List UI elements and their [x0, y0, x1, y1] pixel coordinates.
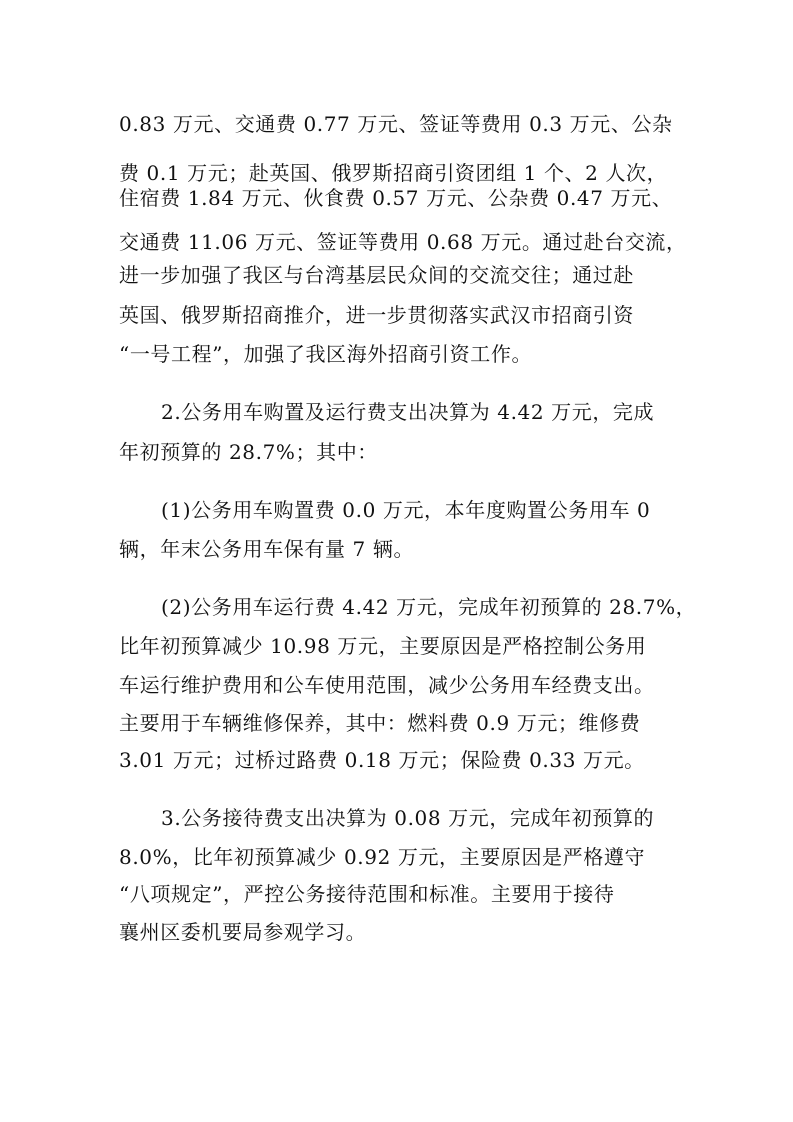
text-line: (2)公务用车运行费 4.42 万元，完成年初预算的 28.7%， [161, 595, 697, 619]
text-line: 主要用于车辆维修保养，其中：燃料费 0.9 万元；维修费 [119, 711, 641, 735]
text-line: 8.0%，比年初预算减少 0.92 万元，主要原因是严格遵守 [119, 845, 646, 869]
text-line: 2.公务用车购置及运行费支出决算为 4.42 万元，完成 [161, 400, 655, 424]
text-line: 英国、俄罗斯招商推介，进一步贯彻落实武汉市招商引资 [119, 303, 634, 327]
text-line: 车运行维护费用和公车使用范围，减少公务用车经费支出。 [119, 673, 655, 697]
text-line: 年初预算的 28.7%；其中： [119, 440, 378, 464]
text-line: 交通费 11.06 万元、签证等费用 0.68 万元。通过赴台交流， [119, 230, 687, 254]
text-line: 住宿费 1.84 万元、伙食费 0.57 万元、公杂费 0.47 万元、 [119, 186, 673, 210]
text-line: (1)公务用车购置费 0.0 万元，本年度购置公务用车 0 [161, 498, 651, 522]
text-line: 比年初预算减少 10.98 万元，主要原因是严格控制公务用 [119, 634, 647, 658]
text-line: “一号工程”，加强了我区海外招商引资工作。 [119, 342, 533, 366]
text-line: 0.83 万元、交通费 0.77 万元、签证等费用 0.3 万元、公杂 [119, 112, 673, 136]
text-line: 辆，年末公务用车保有量 7 辆。 [119, 537, 415, 561]
text-line: “八项规定”，严控公务接待范围和标准。主要用于接待 [119, 882, 615, 906]
text-line: 进一步加强了我区与台湾基层民众间的交流交往；通过赴 [119, 263, 634, 287]
text-line: 3.01 万元；过桥过路费 0.18 万元；保险费 0.33 万元。 [119, 748, 645, 772]
text-line: 襄州区委机要局参观学习。 [119, 920, 367, 944]
text-line: 3.公务接待费支出决算为 0.08 万元，完成年初预算的 [161, 806, 655, 830]
text-line: 费 0.1 万元；赴英国、俄罗斯招商引资团组 1 个、2 人次， [119, 161, 668, 185]
